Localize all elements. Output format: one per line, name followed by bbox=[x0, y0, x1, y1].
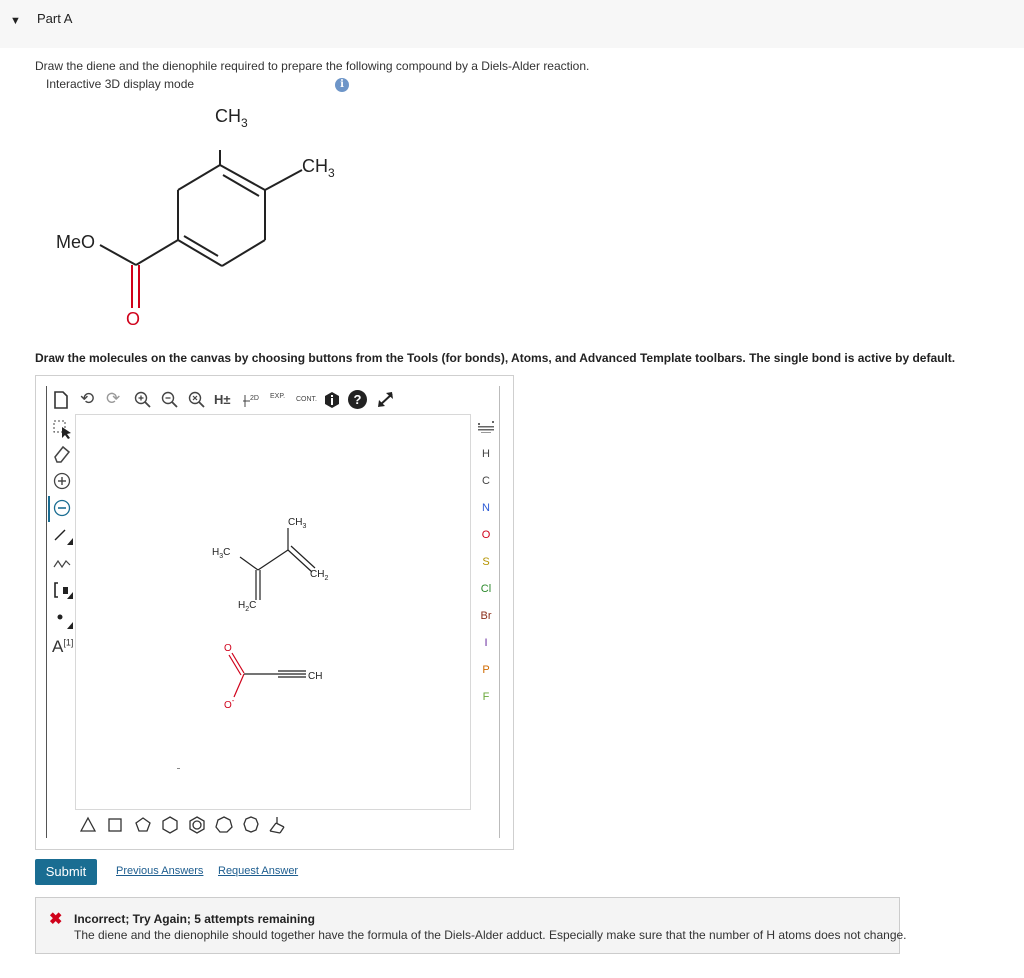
hydrogen-toggle-button[interactable]: H± bbox=[214, 392, 231, 407]
undo-icon[interactable]: ⟲ bbox=[80, 389, 95, 408]
benzene-template-icon bbox=[190, 817, 204, 833]
atom-Br-button[interactable]: Br bbox=[480, 610, 492, 622]
diene-ch3-label: $CH_3$ bbox=[288, 517, 307, 530]
display-mode-label: Interactive 3D display mode bbox=[46, 77, 195, 91]
atom-N-button[interactable]: N bbox=[482, 502, 490, 514]
zoom-in-icon[interactable] bbox=[134, 391, 152, 409]
square-template-icon bbox=[109, 819, 121, 831]
dienophile-oxygen-top: O bbox=[224, 643, 232, 654]
canvas-cursor-mark bbox=[177, 768, 180, 769]
single-bond-tool-icon[interactable] bbox=[53, 526, 75, 546]
left-toolbar-divider bbox=[46, 412, 47, 838]
svg-text:2D: 2D bbox=[250, 395, 259, 402]
contract-button[interactable]: CONT. bbox=[296, 396, 317, 403]
help-icon[interactable]: ? bbox=[348, 390, 367, 409]
product-carbonyl-oxygen: O bbox=[126, 309, 141, 329]
error-x-icon: ✖ bbox=[49, 911, 63, 928]
clean-2d-icon[interactable] bbox=[242, 391, 262, 409]
product-structure bbox=[40, 100, 360, 330]
atom-Cl-button[interactable]: Cl bbox=[480, 583, 492, 595]
atom-I-button[interactable]: I bbox=[484, 637, 488, 649]
octagon-template-icon bbox=[244, 817, 258, 832]
chain-tool-icon[interactable] bbox=[53, 555, 75, 571]
eraser-icon[interactable] bbox=[52, 444, 72, 464]
atom-O-button[interactable]: O bbox=[481, 529, 491, 541]
dienophile-oxygen-bottom: O- bbox=[224, 696, 235, 711]
info-icon[interactable]: i bbox=[335, 78, 349, 92]
cyclohexane-chair-icon bbox=[270, 817, 284, 833]
part-title: Part A bbox=[37, 11, 73, 26]
previous-answers-link[interactable]: Previous Answers bbox=[116, 865, 204, 877]
diene-h2c-label: $H_2C$ bbox=[238, 600, 257, 613]
selection-tool-icon[interactable] bbox=[53, 420, 75, 440]
request-answer-link[interactable]: Request Answer bbox=[218, 865, 299, 877]
zoom-reset-icon[interactable] bbox=[188, 391, 206, 409]
diene-drawing bbox=[240, 528, 315, 600]
feedback-title: Incorrect; Try Again; 5 attempts remaining bbox=[74, 912, 315, 926]
canvas-molecules bbox=[200, 505, 360, 715]
zoom-out-icon[interactable] bbox=[161, 391, 179, 409]
right-toolbar-divider bbox=[499, 386, 500, 838]
expand-button[interactable]: EXP. bbox=[270, 393, 286, 400]
product-side-methyl: $CH_3$ bbox=[302, 156, 335, 180]
positive-charge-icon[interactable] bbox=[52, 471, 72, 491]
atom-C-button[interactable]: C bbox=[482, 475, 490, 487]
part-header[interactable] bbox=[0, 0, 1024, 48]
template-toolbar bbox=[80, 815, 295, 837]
redo-icon[interactable]: ⟳ bbox=[106, 389, 121, 408]
atom-H-button[interactable]: H bbox=[482, 448, 490, 460]
info-hexagon-icon[interactable] bbox=[323, 391, 341, 409]
collapse-caret-icon[interactable]: ▼ bbox=[10, 15, 21, 27]
bracket-tool-icon[interactable] bbox=[53, 580, 75, 600]
atom-label-tool[interactable]: A[1] bbox=[52, 637, 74, 656]
heptagon-template-icon bbox=[216, 817, 232, 832]
canvas-instructions: Draw the molecules on the canvas by choosing buttons from the Tools (for bonds), Atoms, and Advanced Template toolbars. The single bond is active by default. bbox=[35, 351, 956, 365]
atom-P-button[interactable]: P bbox=[482, 664, 490, 676]
negative-charge-icon[interactable] bbox=[52, 498, 72, 518]
product-top-methyl: $CH_3$ bbox=[215, 106, 248, 130]
diene-ch2-label: $CH_2$ bbox=[310, 569, 329, 582]
question-text: Draw the diene and the dienophile required to prepare the following compound by a Diels-Alder reaction. bbox=[35, 59, 590, 73]
atom-F-button[interactable]: F bbox=[482, 691, 490, 703]
periodic-table-icon[interactable] bbox=[477, 420, 495, 434]
dienophile-ch-label: CH bbox=[308, 671, 323, 682]
submit-button[interactable]: Submit bbox=[35, 859, 97, 885]
fullscreen-icon[interactable] bbox=[376, 391, 396, 409]
feedback-body: The diene and the dienophile should together have the formula of the Diels-Alder adduct. Especially make sure that the number of H atoms does not change. bbox=[74, 928, 907, 942]
pentagon-template-icon bbox=[136, 818, 150, 831]
hexagon-template-icon bbox=[163, 817, 177, 833]
active-tool-indicator bbox=[48, 496, 50, 522]
product-ester-label: MeO bbox=[56, 232, 96, 252]
diene-h3c-label: $H_3C$ bbox=[212, 547, 231, 560]
radical-tool-icon[interactable] bbox=[55, 610, 77, 630]
triangle-template-icon bbox=[81, 818, 95, 831]
dienophile-drawing bbox=[229, 653, 306, 697]
atom-S-button[interactable]: S bbox=[482, 556, 490, 568]
new-document-icon[interactable] bbox=[53, 391, 69, 409]
